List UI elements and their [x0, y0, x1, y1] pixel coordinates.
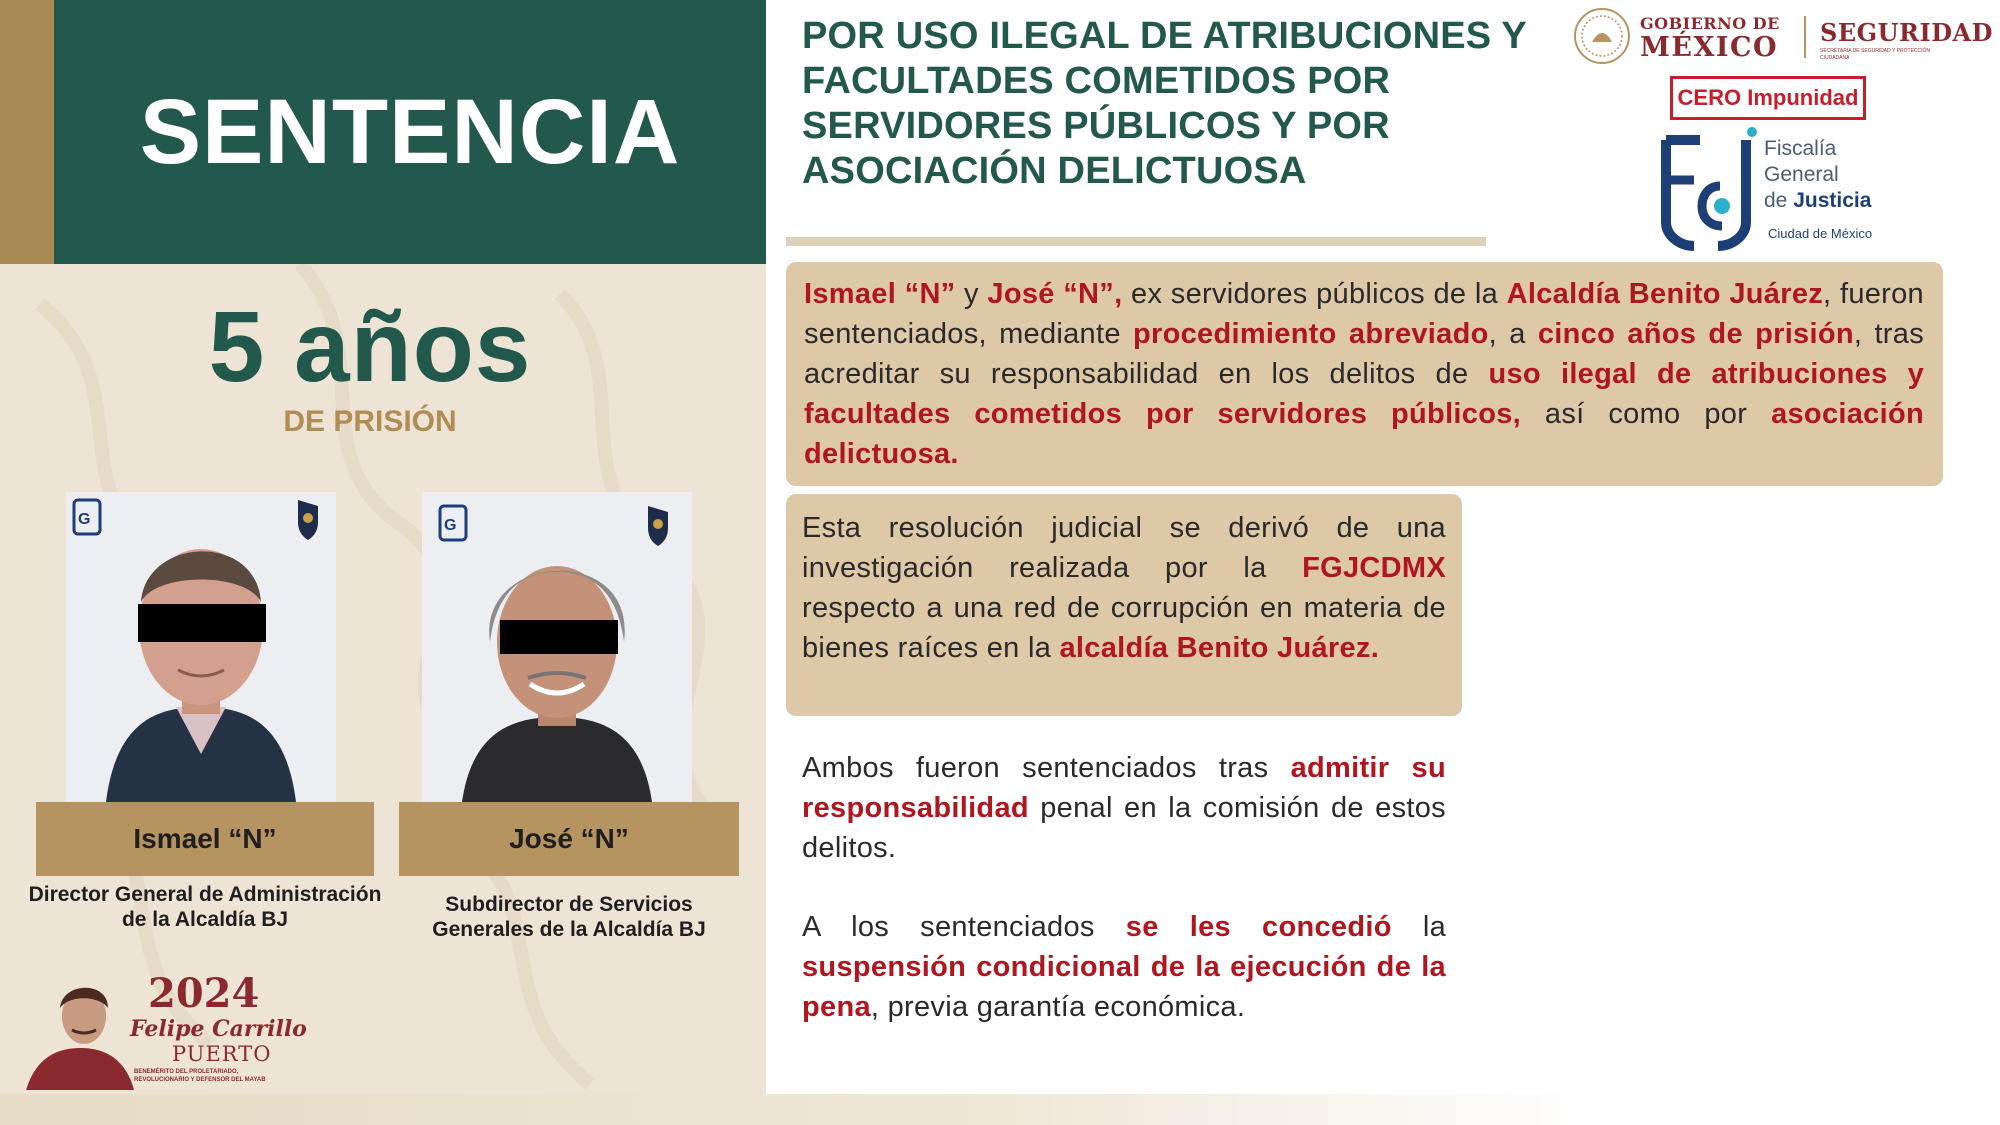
badge-subtitle: BENEMÉRITO DEL PROLETARIADO, REVOLUCIONARIO Y DEFENSOR DEL MAYAB — [134, 1069, 266, 1083]
person-name-jose: José “N” — [399, 802, 739, 876]
body-text: la — [1391, 911, 1446, 943]
cero-impunidad-stamp: CERO Impunidad — [1670, 76, 1866, 120]
paragraph-summary — [804, 274, 1924, 474]
page-title: SENTENCIA — [139, 80, 681, 183]
gobierno-label: GOBIERNO DE — [1640, 14, 1780, 33]
highlighted-text: FGJCDMX — [1302, 552, 1446, 584]
svg-text:G: G — [78, 511, 91, 528]
paragraph-admission — [802, 748, 1446, 868]
sentence-label: DE PRISIÓN — [283, 405, 457, 438]
mugshot-photo-jose — [422, 492, 692, 802]
person-name-ismael: Ismael “N” — [36, 802, 374, 876]
badge-name: Felipe Carrillo — [130, 1016, 307, 1042]
paragraph-suspension — [802, 907, 1446, 1027]
highlighted-text: uso ilegal de atribuciones y facultades cometidos por servidores públicos, — [804, 358, 1924, 430]
title-banner — [54, 0, 766, 264]
national-seal-icon — [1572, 6, 1632, 66]
fgj-logo — [1660, 126, 1920, 252]
body-text: respecto a una red de corrupción en materia de bienes raíces en la — [802, 592, 1446, 664]
fgj-wordmark — [1764, 136, 1871, 214]
body-text: Esta resolución judicial se derivó de una investigación realizada por la — [802, 512, 1446, 584]
body-text: y — [955, 278, 988, 310]
gobierno-de-mexico-logo — [1572, 6, 1992, 66]
highlighted-text: se les concedió — [1125, 911, 1392, 943]
highlighted-text: José “N”, — [987, 278, 1123, 310]
fgj-line-2: General — [1764, 163, 1839, 186]
person-role-ismael: Director General de Administración de la Alcaldía BJ — [28, 883, 382, 931]
body-text: , fueron sentenciados, mediante — [804, 278, 1924, 350]
body-text: , previa garantía económica. — [870, 991, 1246, 1023]
seguridad-label: SEGURIDAD — [1820, 18, 1993, 47]
body-text: penal en la comisión de estos delitos. — [802, 792, 1446, 864]
headline-divider — [786, 237, 1486, 246]
body-text: Ambos fueron sentenciados tras — [802, 752, 1291, 784]
fgj-city: Ciudad de México — [1768, 226, 1873, 241]
fgj-line-3-a: de — [1764, 189, 1794, 212]
censor-bar — [138, 604, 266, 642]
censor-bar — [500, 620, 618, 654]
fgj-line-1: Fiscalía — [1764, 137, 1837, 160]
mugshot-photo-ismael — [66, 492, 336, 802]
svg-text:G: G — [444, 517, 457, 534]
body-text: , tras acreditar su responsabilidad en los delitos de — [804, 318, 1924, 390]
fgj-line-3-b: Justicia — [1793, 189, 1872, 212]
badge-surname: PUERTO — [172, 1042, 272, 1066]
felipe-carrillo-portrait-icon — [26, 968, 136, 1090]
highlighted-text: cinco años de prisión — [1537, 318, 1854, 350]
highlighted-text: asociación delictuosa. — [804, 398, 1924, 470]
fgj-line-3 — [1764, 188, 1871, 214]
highlighted-text: suspensión condicional de la ejecución de la pena — [802, 951, 1446, 1023]
badge-year: 2024 — [148, 970, 260, 1017]
body-text: , a — [1488, 318, 1538, 350]
fgj-emblem-icon — [1660, 126, 1760, 252]
highlighted-text: procedimiento abreviado — [1133, 318, 1489, 350]
body-text: A los sentenciados — [802, 911, 1126, 943]
body-text: así como por — [1521, 398, 1772, 430]
mexico-label: MÉXICO — [1640, 32, 1779, 63]
logo-separator — [1804, 16, 1806, 58]
year-commemorative-badge — [26, 968, 306, 1090]
sentence-years: 5 años — [208, 291, 532, 403]
highlighted-text: admitir su responsabilidad — [802, 752, 1446, 824]
seguridad-subtitle: SECRETARÍA DE SEGURIDAD Y PROTECCIÓN CIUDADANA — [1820, 48, 1931, 61]
person-role-jose: Subdirector de Servicios Generales de la Alcaldía BJ — [432, 893, 706, 941]
paragraph-investigation — [802, 508, 1446, 668]
headline: POR USO ILEGAL DE ATRIBUCIONES Y FACULTADES COMETIDOS POR SERVIDORES PÚBLICOS Y POR ASOCIACIÓN DELICTUOSA — [802, 15, 1527, 192]
body-text: ex servidores públicos de la — [1122, 278, 1507, 310]
highlighted-text: alcaldía Benito Juárez. — [1059, 632, 1380, 664]
bottom-decorative-strip — [0, 1094, 2000, 1125]
highlighted-text: Ismael “N” — [804, 278, 956, 310]
gold-accent-strip — [0, 0, 54, 264]
highlighted-text: Alcaldía Benito Juárez — [1506, 278, 1824, 310]
